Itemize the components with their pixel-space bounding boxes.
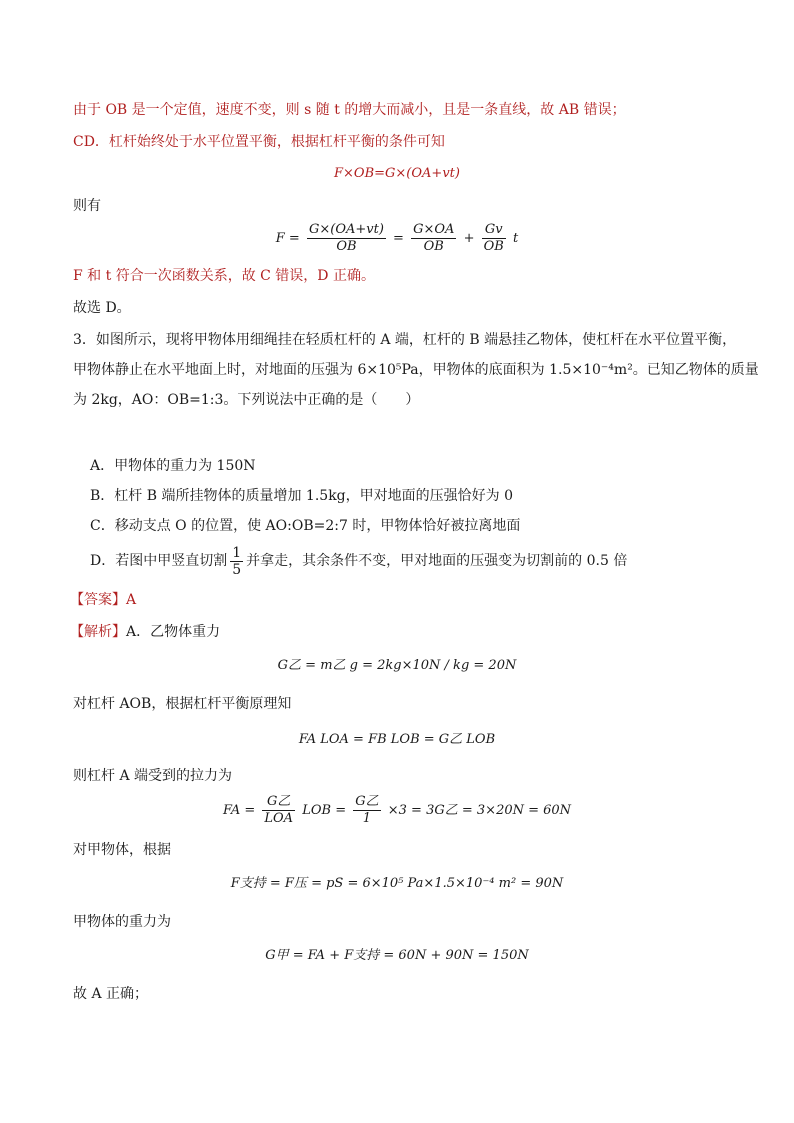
option-b: B．杠杆 B 端所挂物体的质量增加 1.5kg，甲对地面的压强恰好为 0 [90,488,513,504]
eq2-fraction-1 [307,222,386,255]
eq2-f3-num: Gv [482,222,506,239]
equation-lever-principle: FA LOA = FB LOB = G乙 LOB [298,732,496,747]
eq2-plus: + [463,231,475,246]
eq5-f1-den: LOA [264,811,294,826]
eq2-f2-den: OB [423,239,444,254]
option-d-fraction-num: 1 [232,544,242,561]
analysis-row [70,622,220,642]
equation-force-expression [0,222,794,256]
option-d-fraction [230,545,243,578]
answer-tag: 【答案】 [70,592,126,608]
eq2-tail: t [512,231,519,246]
eq5-lhs: FA = [222,803,256,818]
answer-value: A [126,592,137,608]
eq5-fraction-2 [353,794,380,827]
eq2-f3-den: OB [483,239,504,254]
analysis-tag: 【解析】 [70,624,126,640]
eq5-f2-num: G乙 [355,794,379,809]
eq2-f2-num: G×OA [413,222,455,237]
text-for-jia: 对甲物体，根据 [73,842,171,858]
question-line-1: 3．如图所示，现将甲物体用细绳挂在轻质杠杆的 A 端，杠杆的 B 端悬挂乙物体，使杠杆在水平位置平衡， [73,332,737,348]
eq5-fraction-1 [262,794,295,827]
eq2-lhs: F = [275,231,300,246]
option-c: C．移动支点 O 的位置，使 AO:OB=2:7 时，甲物体恰好被拉离地面 [90,518,521,534]
analysis-text: A．乙物体重力 [126,624,221,640]
question-line-3: 为 2kg，AO：OB=1:3。下列说法中正确的是（ ） [73,392,420,408]
answer-row [70,590,136,610]
equation-weight-yi: G乙 = m乙 g = 2kg×10N / kg = 20N [277,658,517,673]
text-choose-d: 故选 D。 [73,300,131,316]
explanation-line-2: CD．杠杆始终处于水平位置平衡，根据杠杆平衡的条件可知 [73,134,445,150]
eq5-f1-num: G乙 [262,794,295,811]
text-pull-force: 则杠杆 A 端受到的拉力为 [73,768,233,784]
option-d [90,544,627,578]
text-a-correct: 故 A 正确； [73,986,149,1002]
equation-support-force: F支持 = F压 = pS = 6×10⁵ Pa×1.5×10⁻⁴ m² = 90N [230,876,564,891]
eq2-equals: = [393,231,404,246]
conclusion-linear: F 和 t 符合一次函数关系，故 C 错误，D 正确。 [73,268,375,284]
eq2-fraction-2 [411,222,456,255]
option-d-prefix: D．若图中甲竖直切割 [90,553,228,569]
eq5-f2-den: 1 [362,811,372,826]
eq2-f1-den: OB [336,239,357,254]
text-weight-jia: 甲物体的重力为 [73,914,171,930]
equation-pull-force [0,792,794,830]
text-then: 则有 [73,198,101,214]
text-lever-aob: 对杠杆 AOB，根据杠杆平衡原理知 [73,696,292,712]
eq5-rest: ×3 = 3G乙 = 3×20N = 60N [387,803,572,818]
option-d-fraction-den: 5 [232,561,242,578]
eq2-f1-num: G×(OA+vt) [308,222,384,237]
equation-weight-jia: G甲 = FA + F支持 = 60N + 90N = 150N [265,948,529,963]
option-d-suffix: 并拿走，其余条件不变，甲对地面的压强变为切割前的 0.5 倍 [246,553,628,569]
eq2-fraction-3 [482,222,506,255]
eq5-mid: LOB = [302,803,347,818]
question-line-2: 甲物体静止在水平地面上时，对地面的压强为 6×10⁵Pa，甲物体的底面积为 1.5×10⁻⁴m²。已知乙物体的质量 [73,362,759,378]
option-a: A．甲物体的重力为 150N [90,458,256,474]
explanation-line-1: 由于 OB 是一个定值，速度不变，则 s 随 t 的增大而减小，且是一条直线，故 AB 错误； [73,102,626,118]
equation-lever-balance: F×OB=G×(OA+vt) [334,166,460,181]
